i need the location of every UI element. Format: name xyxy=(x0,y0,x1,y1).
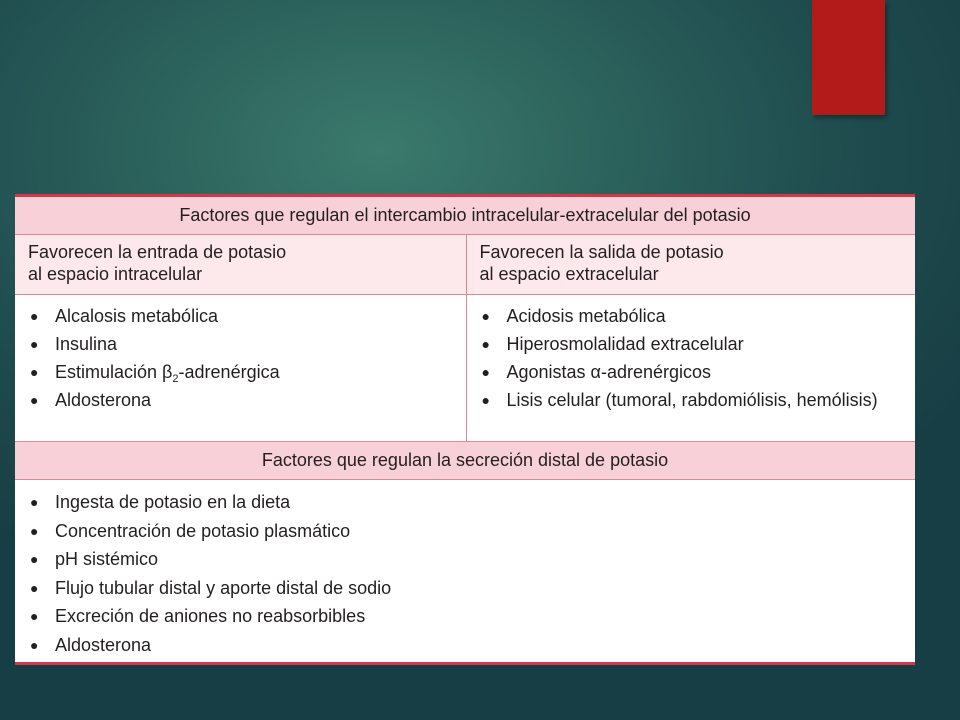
list-item: ● Concentración de potasio plasmático xyxy=(28,517,905,546)
bullet-icon: ● xyxy=(30,364,39,380)
heading-salida-line1: Favorecen la salida de potasio xyxy=(479,242,724,262)
heading-salida xyxy=(466,235,915,295)
heading-entrada xyxy=(15,235,466,295)
list-item: ● Insulina xyxy=(28,330,456,358)
list-item: ● pH sistémico xyxy=(28,545,905,574)
list-secrecion xyxy=(15,480,915,664)
list-salida xyxy=(466,295,915,442)
list-item: ● Estimulación $\beta_2$-adrenérgica xyxy=(28,358,456,386)
list-entrada xyxy=(15,295,466,442)
bullet-icon: ● xyxy=(30,494,39,510)
list-item: ● Excreción de aniones no reabsorbibles xyxy=(28,602,905,631)
list-item: ● Ingesta de potasio en la dieta xyxy=(28,488,905,517)
list-item: ● Alcalosis metabólica xyxy=(28,302,456,330)
bullet-icon: ● xyxy=(30,636,39,653)
subscript-2: 2 xyxy=(172,373,179,385)
list-item: ● Hiperosmolalidad extracelular xyxy=(480,330,906,358)
bullet-icon: ● xyxy=(30,608,39,624)
bullet-icon: ● xyxy=(30,336,39,352)
bullet-icon: ● xyxy=(481,336,490,352)
bullet-icon: ● xyxy=(481,308,490,324)
bullet-icon: ● xyxy=(30,522,39,539)
table-title-secrecion: Factores que regulan la secreción distal de potasio xyxy=(15,442,915,480)
bullet-icon: ● xyxy=(481,392,490,408)
list-item: ● Lisis celular (tumoral, rabdomiólisis, hemólisis) xyxy=(480,386,906,414)
bullet-icon: ● xyxy=(481,364,490,380)
bullet-icon: ● xyxy=(30,551,39,567)
list-item: ● Aldosterona xyxy=(28,631,905,660)
bullet-icon: ● xyxy=(30,579,39,596)
table-title-intercambio: Factores que regulan el intercambio intracelular-extracelular del potasio xyxy=(15,196,915,235)
heading-entrada-line2: al espacio intracelular xyxy=(28,264,203,284)
bullet-icon: ● xyxy=(30,392,39,408)
heading-entrada-line1: Favorecen la entrada de potasio xyxy=(28,242,287,262)
bullet-icon: ● xyxy=(30,308,39,324)
list-item: ● Aldosterona xyxy=(28,386,456,414)
list-item: ● Flujo tubular distal y aporte distal de sodio xyxy=(28,574,905,603)
accent-bar xyxy=(812,0,885,115)
potassium-table xyxy=(15,194,915,665)
list-item: ● Agonistas α-adrenérgicos xyxy=(480,358,906,386)
heading-salida-line2: al espacio extracelular xyxy=(479,264,659,284)
list-item: ● Acidosis metabólica xyxy=(480,302,906,330)
